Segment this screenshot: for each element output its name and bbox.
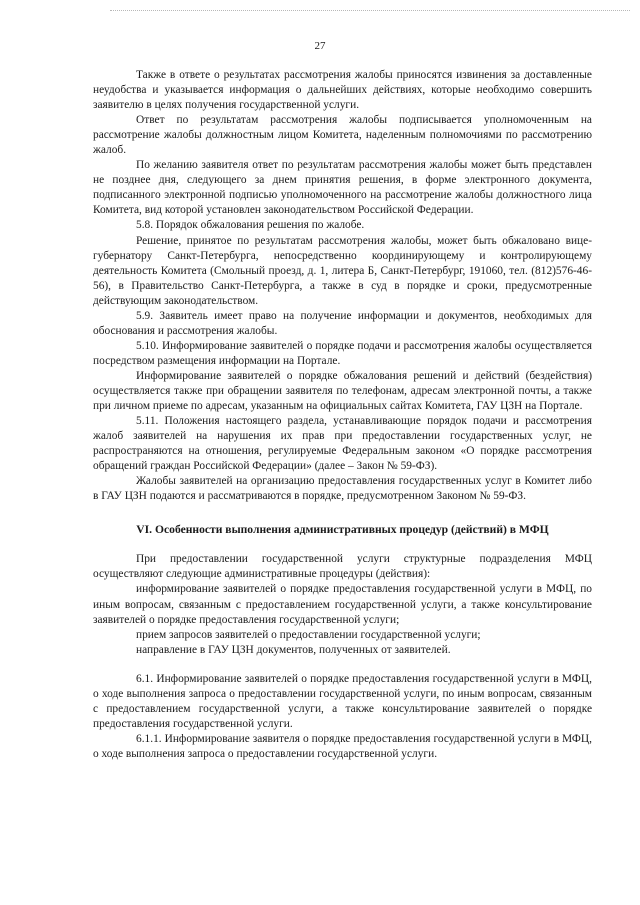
paragraph-5-11: 5.11. Положения настоящего раздела, устанавливающие порядок подачи и рассмотрения жалоб заявителей на нарушения их прав при предоставлении государственных услуг, не распространяются на отношения, регулируемые Федеральным законом «О порядке рассмотрения обращений граждан Российской Федерации» (далее – Закон № 59-ФЗ). [93,415,592,473]
list-item-informing: информирование заявителей о порядке предоставления государственной услуги в МФЦ, по иным вопросам, связанным с предоставлением государственной услуги, а также консультирование заявителей о порядке предоставления государственной услуги; [93,583,592,626]
paragraph-appeal-decision: Решение, принятое по результатам рассмотрения жалобы, может быть обжаловано вице-губернатору Санкт-Петербурга, непосредственно координирующему и контролирующему деятельность Комитета (Смольный проезд, д. 1, литера Б, Санкт-Петербург, 191060, тел. (812)576-46-56), в Правительство Санкт-Петербурга, а также в суд в порядке и сроки, предусмотренные действующим законодательством. [93,234,592,307]
paragraph-informing-appeal: Информирование заявителей о порядке обжалования решений и действий (бездействия) осуществляется также при обращении заявителя по телефонам, адресам электронной почты, а также при личном приеме по адресам, указанным на официальных сайтах Комитета, ГАУ ЦЗН на Портале. [93,369,592,413]
paragraph-mfc-procedures: При предоставлении государственной услуги структурные подразделения МФЦ осуществляют следующие административные процедуры (действия): [93,553,592,581]
page-number: 27 [314,40,326,52]
paragraph-5-9: 5.9. Заявитель имеет право на получение информации и документов, необходимых для обоснования и рассмотрения жалобы. [93,309,592,337]
paragraph-6-1: 6.1. Информирование заявителей о порядке предоставления государственной услуги в МФЦ, о ходе выполнения запроса о предоставлении государственной услуги, по иным вопросам, связанным с предоставлением государственной услуги, а также консультирование заявителей о порядке предоставления государственной услуги. [93,672,592,730]
section-heading: VI. Особенности выполнения административных процедур (действий) в МФЦ [136,523,549,537]
paragraph-complaints-organization: Жалобы заявителей на организацию предоставления государственных услуг в Комитет либо в ГАУ ЦЗН подаются и рассматриваются в порядке, предусмотренном Законом № 59-ФЗ. [93,475,592,503]
paragraph-6-1-1: 6.1.1. Информирование заявителя о порядке предоставления государственной услуги в МФЦ, о ходе выполнения запроса о предоставлении государственной услуги. [93,732,592,760]
paragraph-signing: Ответ по результатам рассмотрения жалобы подписывается уполномоченным на рассмотрение жалобы должностным лицом Комитета, наделенным полномочиями по рассмотрению жалоб. [93,114,592,157]
paragraph-electronic-answer: По желанию заявителя ответ по результатам рассмотрения жалобы может быть представлен не позднее дня, следующего за днем принятия решения, в форме электронного документа, подписанного электронной подписью уполномоченного на рассмотрение жалобы должностного лица Комитета, вид которой установлен законодательством Российской Федерации. [93,159,592,217]
paragraph-5-10: 5.10. Информирование заявителей о порядке подачи и рассмотрения жалобы осуществляется посредством размещения информации на Портале. [93,339,592,367]
scan-edge-artifact [110,10,630,13]
document-body [93,68,592,762]
list-item-forwarding: направление в ГАУ ЦЗН документов, полученных от заявителей. [136,643,451,656]
list-item-reception: прием запросов заявителей о предоставлении государственной услуги; [136,628,481,641]
paragraph-5-8: 5.8. Порядок обжалования решения по жалобе. [136,219,365,232]
paragraph-apology: Также в ответе о результатах рассмотрения жалобы приносятся извинения за доставленные неудобства и указывается информация о дальнейших действиях, которые необходимо совершить заявителю в целях получения государственной услуги. [93,69,592,112]
